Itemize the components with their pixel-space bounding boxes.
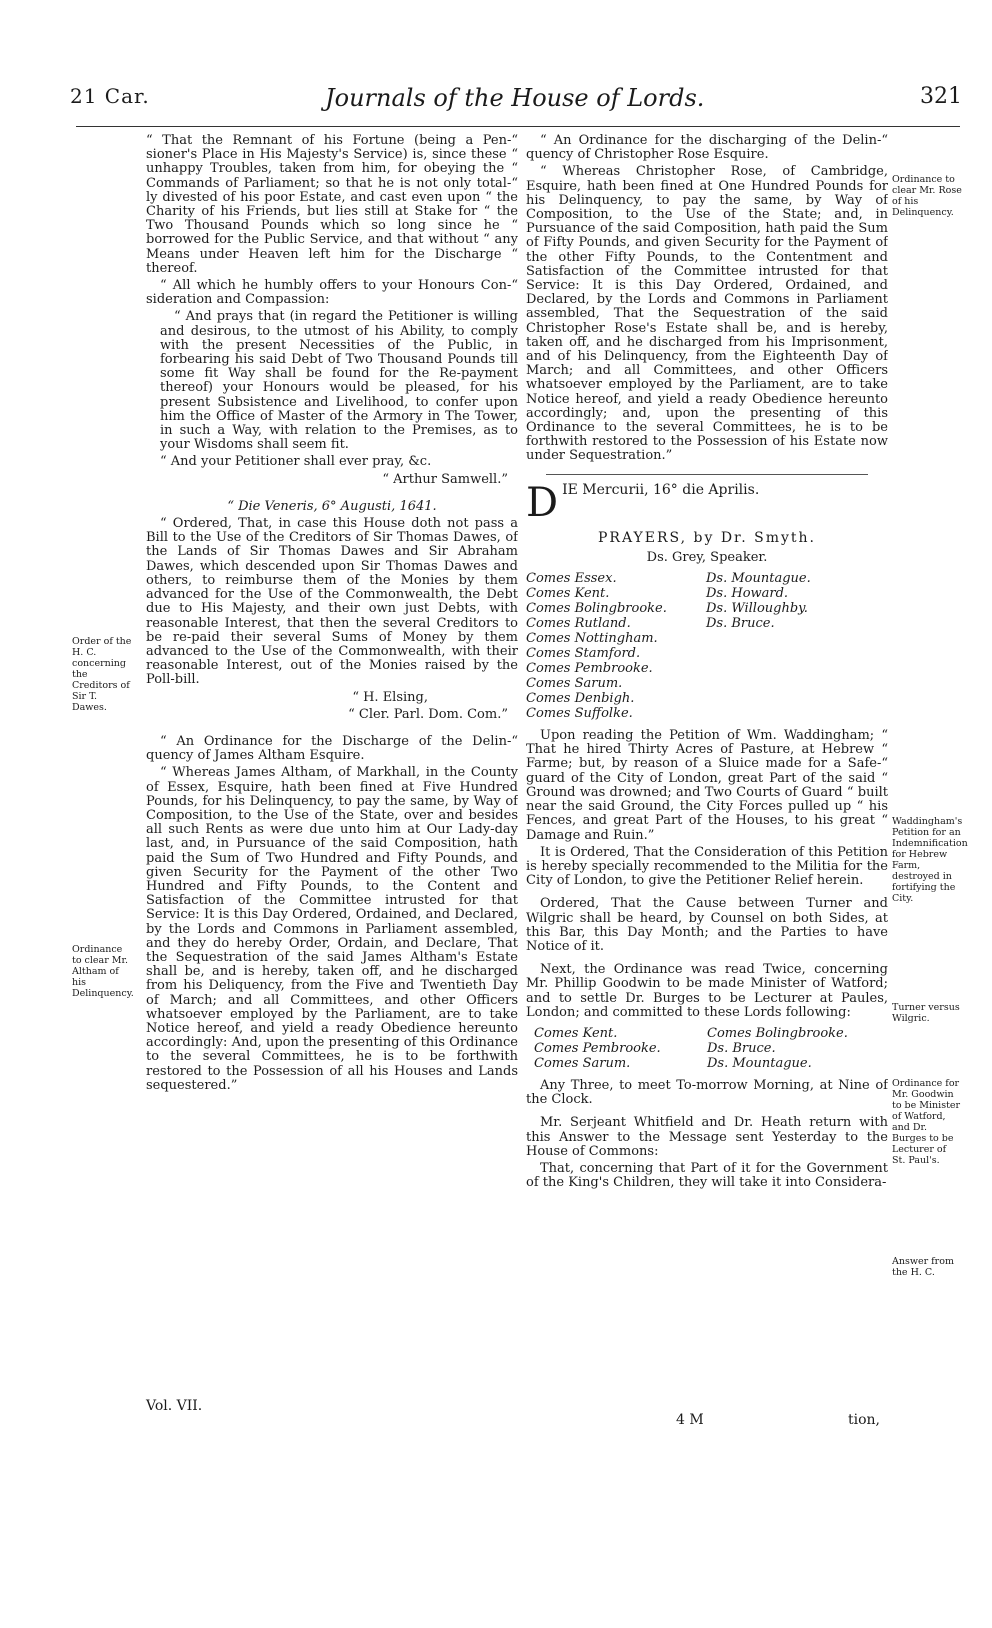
children-answer: That, concerning that Part of it for the Government of the King's Children, they will take it into Considera-	[526, 1160, 888, 1191]
committee-member: Comes Sarum.	[534, 1055, 631, 1071]
margin-note-waddingham: Waddingham's Petition for an Indemnification for Hebrew Farm, destroyed in fortifying the City.	[892, 816, 968, 904]
rose-ordinance-title: “ An Ordinance for the discharging of the Delin-“ quency of Christopher Rose Esquire.	[526, 134, 888, 163]
running-header	[70, 84, 962, 124]
margin-note-dawes: Order of the H. C. concerning the Creditors of Sir T. Dawes.	[72, 636, 132, 713]
waddingham-order: It is Ordered, That the Consideration of this Petition is hereby specially recommended to the Militia for the City of London, to give the Petitioner Relief herein.	[526, 844, 888, 889]
regnal-year: 21 Car.	[70, 84, 150, 108]
roll-column-barons	[706, 571, 866, 721]
clerk-name: “ H. Elsing,	[352, 689, 428, 705]
committee-column-left	[526, 1026, 699, 1071]
roll-entry: Comes Denbigh.	[526, 691, 635, 707]
altham-ordinance-text: “ Whereas James Altham, of Markhall, in the County of Essex, Esquire, hath been fined at Five Hundred Pounds, for his Delinquency, to pay the same, by Way of Composition, to the Use of the State, over and besides all such Rents as were due unto him at Our Lady-day last, and, in Pursuance of the said Composition, hath paid the Sum of Two Hundred and Fifty Pounds, and given Security for the Payment of the other Two Hundred and Fifty Pounds, to the Content and Satisfaction of the Committee intrusted for that Service: It is this Day Ordered, Ordained, and Declared, by the Lords and Commons in Parliament assembled, and they do hereby Order, Ordain, and Declare, That the Sequestration of the said James Altham's Estate shall be, and is hereby, taken off, and he discharged from his Deliquency, from the Five and Twentieth Day of March; and all Committees, and other Officers whatsoever employed by the Parliament, are to take Notice hereof, and yield a ready Obedience hereunto accordingly: And, upon the presenting of this Ordinance to the several Committees, he is to be forthwith restored to the Possession of all his Houses and Lands sequestered.”	[146, 765, 518, 1093]
dawes-order: “ Ordered, That, in case this House doth not pass a Bill to the Use of the Creditors of Sir Thomas Dawes, of the Lands of Sir Thomas Dawes and Sir Abraham Dawes, which descended upon Sir Thomas Dawes and others, to reimburse them of the Monies by them advanced for the Use of the Commonwealth, the Debt due to His Majesty, and their own just Debts, with reasonable Interest, that then the several Creditors to be re-paid their several Sums of Money by them advanced to the Use of the Commonwealth, with their reasonable Interest, out of the Monies raised by the Poll-bill.	[146, 516, 518, 688]
roll-entry: Ds. Howard.	[706, 586, 789, 602]
petition-paragraph: “ All which he humbly offers to your Honours Con-“ sideration and Compassion:	[146, 278, 518, 308]
turner-order: Ordered, That the Cause between Turner and Wilgric shall be heard, by Counsel on both Sides, at this Bar, this Day Month; and the Parties to have Notice of it.	[526, 896, 888, 954]
catchword: tion,	[848, 1412, 880, 1428]
petitioner-signature: “ Arthur Samwell.”	[382, 471, 508, 487]
roll-entry: Comes Essex.	[526, 571, 617, 587]
roll-entry: Comes Sarum.	[526, 676, 623, 692]
committee-member: Comes Pembrooke.	[534, 1040, 661, 1056]
roll-entry: Comes Bolingbrooke.	[526, 601, 667, 617]
header-rule	[76, 126, 960, 127]
prayers-line: PRAYERS, by Dr. Smyth.	[598, 529, 816, 546]
volume-label: Vol. VII.	[146, 1398, 203, 1414]
petition-paragraph: “ And your Petitioner shall ever pray, &c.	[160, 454, 432, 470]
drop-cap: D	[526, 479, 559, 526]
committee-column-right	[699, 1026, 872, 1071]
roll-column-earls	[526, 571, 686, 721]
sitting-date-text: IE Mercurii, 16° die Aprilis.	[562, 481, 760, 498]
right-column	[526, 134, 888, 1574]
roll-entry: Comes Suffolke.	[526, 706, 633, 722]
quorum-note: Any Three, to meet To-morrow Morning, at Nine of the Clock.	[526, 1077, 888, 1108]
roll-entry: Comes Kent.	[526, 586, 610, 602]
committee-member: Comes Kent.	[534, 1025, 618, 1041]
page-title: Journals of the House of Lords.	[325, 84, 705, 112]
altham-ordinance-title: “ An Ordinance for the Discharge of the Delin-“ quency of James Altham Esquire.	[146, 733, 518, 764]
roll-entry: Comes Rutland.	[526, 616, 631, 632]
roll-entry: Ds. Willoughby.	[706, 601, 808, 617]
margin-note-answer: Answer from the H. C.	[892, 1256, 954, 1278]
margin-note-turner: Turner versus Wilgric.	[892, 1002, 960, 1024]
margin-note-rose: Ordinance to clear Mr. Rose of his Delinquency.	[892, 174, 962, 218]
margin-note-altham: Ordinance to clear Mr. Altham of his Delinquency.	[72, 944, 134, 999]
roll-entry: Comes Pembrooke.	[526, 661, 653, 677]
petition-paragraph: “ And prays that (in regard the Petitioner is willing and desirous, to the utmost of his Ability, to comply with the present Necessities of the Public, in forbearing his said Debt of Two Thousand Pounds till some fit Way shall be found for the Re-payment thereof) your Honours would be pleased, for his present Subsistence and Livelihood, to confer upon him the Office of Master of the Armory in The Tower, in such a Way, with relation to the Premises, as to your Wisdoms shall seem fit.	[160, 309, 518, 453]
roll-entry: Ds. Bruce.	[706, 616, 775, 632]
committee-member: Ds. Bruce.	[707, 1040, 776, 1056]
margin-note-goodwin: Ordinance for Mr. Goodwin to be Minister of Watford, and Dr. Burges to be Lecturer of St. Paul's.	[892, 1078, 961, 1166]
roll-entry: Ds. Mountague.	[706, 571, 811, 587]
sitting-date	[526, 479, 888, 526]
clerk-title: “ Cler. Parl. Dom. Com.”	[348, 706, 508, 722]
page-number: 321	[920, 84, 962, 109]
roll-entry: Comes Stamford.	[526, 646, 641, 662]
speaker-line: Ds. Grey, Speaker.	[646, 549, 768, 565]
rose-ordinance-text: “ Whereas Christopher Rose, of Cambridge, Esquire, hath been fined at One Hundred Pounds for his Delinquency, to pay the same, by Way of Composition, to the Use of the State; and, in Pursuance of the said Composition, hath paid the Sum of Fifty Pounds, and given Security for the Payment of the other Fifty Pounds, to the Contentment and Satisfaction of the Committee intrusted for that Service: It is this Day Ordered, Ordained, and Declared, by the Lords and Commons in Parliament assembled, That the Sequestration of the said Christopher Rose's Estate shall be, and is hereby, taken off, and he discharged from his Imprisonment, and of his Delinquency, from the Eighteenth Day of March; and all Committees, and other Officers whatsoever employed by the Parliament, are to take Notice hereof, and yield a ready Obedience hereunto accordingly; and, upon the presenting of this Ordinance to the several Committees, he is to be forthwith restored to the Possession of his Estate now under Sequestration.”	[526, 164, 888, 464]
committee-list	[526, 1026, 888, 1071]
commons-answer: Mr. Serjeant Whitfield and Dr. Heath return with this Answer to the Message sent Yesterday to the House of Commons:	[526, 1115, 888, 1159]
signature-mark: 4 M	[676, 1412, 704, 1428]
committee-member: Comes Bolingbrooke.	[707, 1025, 848, 1041]
section-rule	[546, 474, 868, 475]
attendance-roll	[526, 571, 888, 721]
left-column	[146, 134, 518, 1419]
waddingham-petition: Upon reading the Petition of Wm. Waddingham; “ That he hired Thirty Acres of Pasture, at Hebrew “ Farme; but, by reason of a Sluice made for a Safe-“ guard of the City of London, great Part of the said “ Ground was drowned; and Two Courts of Guard “ built near the said Ground, the City Forces pulled up “ his Fences, and great Part of the Houses, to his great “ Damage and Ruin.”	[526, 728, 888, 843]
roll-entry: Comes Nottingham.	[526, 631, 658, 647]
petition-paragraph: “ That the Remnant of his Fortune (being a Pen-“ sioner's Place in His Majesty's Service) is, since these “ unhappy Troubles, taken from him, for obeying the “ Commands of Parliament; so that he is not only total-“ ly divested of his poor Estate, and cast even upon “ the Charity of his Friends, but lies still at Stake for “ the Two Thousand Pounds which so long since he “ borrowed for the Public Service, and that without “ any Means under Heaven left him for the Discharge “ thereof.	[146, 134, 518, 276]
date-heading: “ Die Veneris, 6° Augusti, 1641.	[227, 498, 437, 514]
goodwin-ordinance: Next, the Ordinance was read Twice, concerning Mr. Phillip Goodwin to be made Minister of Watford; and to settle Dr. Burges to be Lecturer at Paules, London; and committed to these Lords following:	[526, 962, 888, 1020]
committee-member: Ds. Mountague.	[707, 1055, 812, 1071]
